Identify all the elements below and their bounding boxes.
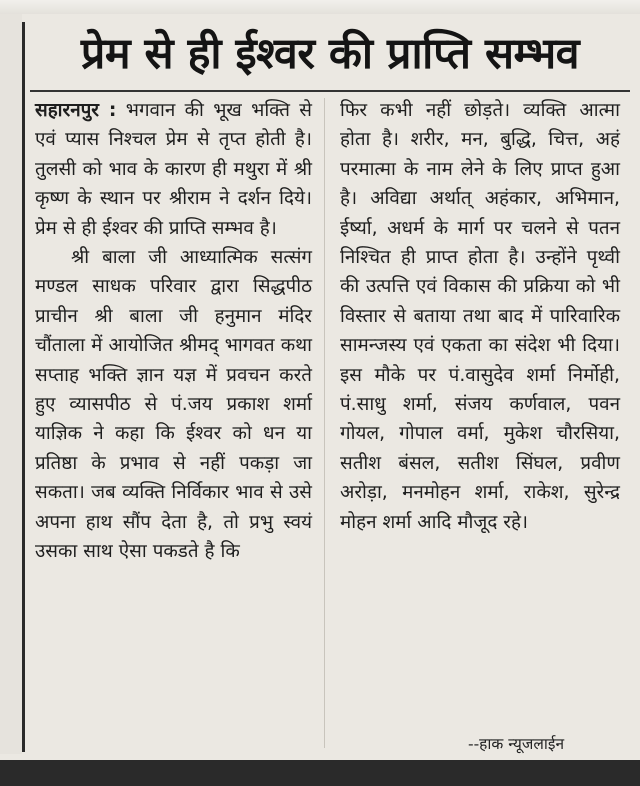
column-border-rule xyxy=(22,22,25,752)
headline-underline xyxy=(30,90,630,92)
article-column-2 xyxy=(340,96,620,537)
paragraph-2: श्री बाला जी आध्यात्मिक सत्संग मण्डल साधक परिवार द्वारा सिद्धपीठ प्राचीन श्री बाला जी हनुमान मंदिर चौंताला में आयोजित श्रीमद् भागवत कथा सप्ताह भक्ति ज्ञान यज्ञ में प्रवचन करते हुए व्यासपीठ से पं.जय प्रकाश शर्मा याज्ञिक ने कहा कि ईश्वर को धन या प्रतिष्ठा के प्रभाव से नहीं पकड़ा जा सकता। जब व्यक्ति निर्विकार भाव से उसे अपना हाथ सौंप देता है, तो प्रभु स्वयं उसका साथ ऐसा पकडते है कि xyxy=(35,247,312,563)
headline: प्रेम से ही ईश्वर की प्राप्ति सम्भव xyxy=(80,29,580,79)
dateline: सहारनपुर : xyxy=(35,100,117,121)
paragraph-1 xyxy=(35,96,312,243)
bottom-dark-band xyxy=(0,760,640,786)
paragraph-1-text: भगवान की भूख भक्ति से एवं प्यास निश्चल प्रेम से तृप्त होती है। तुलसी को भाव के कारण ही मथुरा में श्री कृष्ण के स्थान पर श्रीराम ने दर्शन दिये। प्रेम से ही ईश्वर की प्राप्ति सम्भव है। xyxy=(35,100,312,239)
adjacent-column-edge xyxy=(0,14,22,754)
top-edge-strip xyxy=(0,0,640,14)
article-column-1 xyxy=(35,96,312,567)
news-credit: --हाक न्यूजलाईन xyxy=(468,735,565,753)
column-separator xyxy=(324,98,325,748)
paragraph-3: फिर कभी नहीं छोड़ते। व्यक्ति आत्मा होता है। शरीर, मन, बुद्धि, चित्त, अहं परमात्मा के नाम लेने के लिए प्राप्त हुआ है। अविद्या अर्थात् अहंकार, अभिमान, ईर्ष्या, अधर्म के मार्ग पर चलने से पतन निश्चित ही प्राप्त होता है। उन्होंने पृथ्वी की उत्पत्ति एवं विकास की प्रक्रिया को भी विस्तार से बताया तथा बाद में पारिवारिक सामन्जस्य एवं एकता का संदेश भी दिया। इस मौके पर पं.वासुदेव शर्मा निर्मोही, पं.साधु शर्मा, संजय कर्णवाल, पवन गोयल, गोपाल वर्मा, मुकेश चौरसिया, सतीश बंसल, सतीश सिंघल, प्रवीण अरोड़ा, मनमोहन शर्मा, राकेश, सुरेन्द्र मोहन शर्मा आदि मौजूद रहे। xyxy=(340,100,620,533)
